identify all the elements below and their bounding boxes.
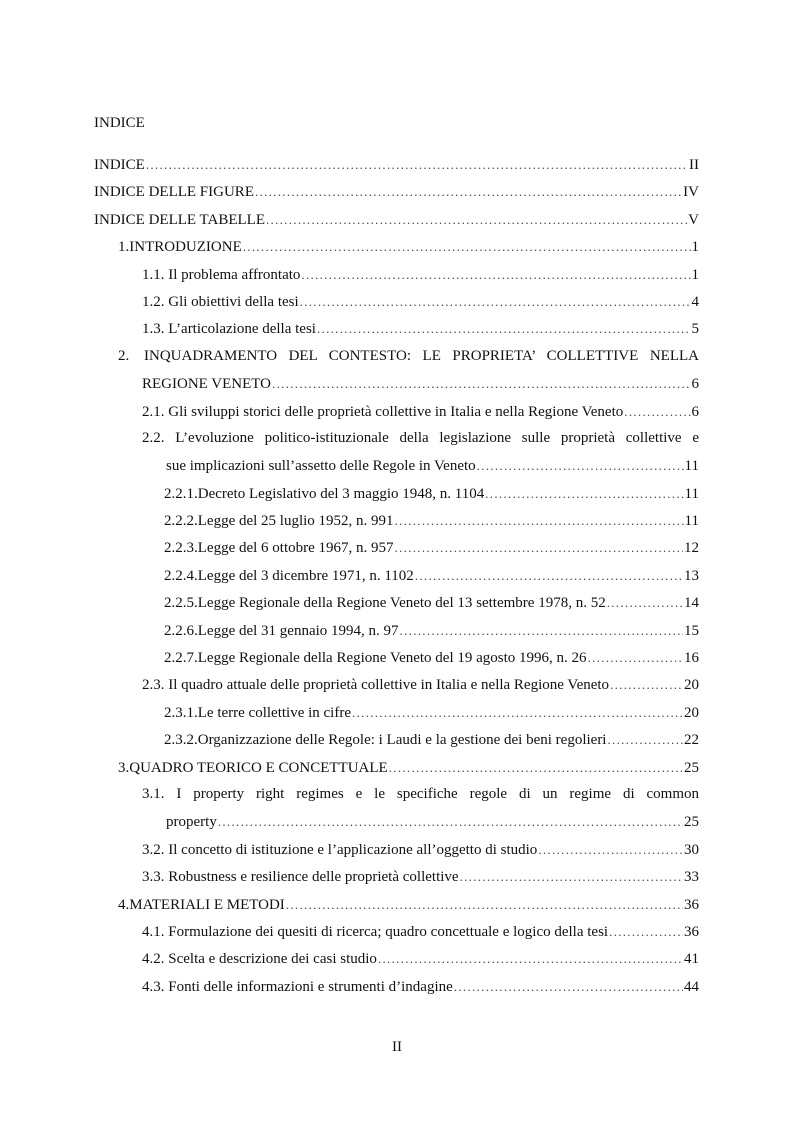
toc-entry-title: INDICE DELLE TABELLE [94, 211, 265, 228]
toc-chapter-4[interactable] [94, 891, 699, 918]
dot-leader [272, 370, 690, 397]
toc-subsection-number: 2.2.5. [164, 595, 198, 612]
toc-entry-title: Legge del 31 gennaio 1994, n. 97 [197, 622, 399, 639]
toc-page-number: 41 [684, 951, 699, 968]
toc-subsection-2-2-5[interactable] [94, 589, 699, 616]
toc-subsection-2-3-2[interactable] [94, 726, 699, 753]
dot-leader [415, 562, 683, 589]
toc-section-4-3[interactable] [94, 973, 699, 1000]
toc-subsection-number: 2.3.2. [164, 732, 198, 749]
toc-page-number: IV [683, 184, 699, 201]
toc-page-number: 11 [684, 513, 699, 530]
dot-leader [395, 507, 684, 534]
toc-subsection-2-2-2[interactable] [94, 507, 699, 534]
toc-entry-title: 2.2. L’evoluzione politico-istituzionale della legislazione sulle proprietà collettive e [142, 429, 699, 446]
dot-leader [378, 945, 683, 972]
dot-leader [609, 918, 683, 945]
toc-page-number: 15 [684, 622, 699, 639]
toc-entry-title: Legge Regionale della Regione Veneto del 13 settembre 1978, n. 52 [197, 595, 606, 612]
toc-entry-indice-tabelle[interactable] [94, 206, 699, 233]
toc-entry-title: INDICE [94, 157, 145, 173]
dot-leader [301, 261, 690, 288]
toc-chapter-number: 4. [118, 896, 130, 913]
dot-leader [395, 534, 683, 561]
toc-page-number: 36 [684, 896, 699, 913]
toc-entry-title: 2.3. Il quadro attuale delle proprietà collettive in Italia e nella Regione Veneto [142, 677, 610, 694]
toc-entry-title: REGIONE VENETO [142, 376, 272, 393]
toc-entry-title: property [166, 814, 217, 831]
toc-page-number: 1 [691, 266, 699, 283]
toc-page-number: 4 [691, 293, 699, 310]
toc-entry-title: sue implicazioni sull’assetto delle Regole in Veneto [166, 458, 476, 475]
toc-chapter-number: 3. [118, 759, 130, 776]
toc-chapter-2-title-line[interactable] [94, 343, 699, 370]
dot-leader [352, 699, 683, 726]
toc-entry-title: 4.2. Scelta e descrizione dei casi studio [142, 951, 377, 968]
toc-section-4-2[interactable] [94, 945, 699, 972]
toc-page-number: 6 [691, 403, 699, 420]
dot-leader [317, 315, 691, 342]
toc-entry-title: INTRODUZIONE [129, 239, 242, 256]
toc-entry-title: 1.2. Gli obiettivi della tesi [142, 293, 299, 310]
toc-page-number: 20 [684, 677, 699, 694]
toc-page-number: 6 [691, 376, 699, 393]
toc-entry-title: Legge del 25 luglio 1952, n. 991 [197, 513, 394, 530]
dot-leader [538, 836, 683, 863]
dot-leader [624, 398, 690, 425]
toc-page-number: V [688, 211, 699, 228]
toc-subsection-number: 2.2.2. [164, 513, 198, 530]
page-number-footer: II [392, 1039, 402, 1055]
dot-leader [460, 863, 683, 890]
toc-page-number: 5 [691, 321, 699, 338]
toc-subsection-2-2-1[interactable] [94, 480, 699, 507]
toc-subsection-2-2-7[interactable] [94, 644, 699, 671]
toc-subsection-number: 2.3.1. [164, 704, 198, 721]
dot-leader [146, 151, 688, 178]
toc-page-number: 20 [684, 704, 699, 721]
toc-page-number: 11 [684, 485, 699, 502]
page-heading: INDICE [94, 115, 145, 131]
dot-leader [286, 891, 683, 918]
toc-page-number: 36 [684, 923, 699, 940]
toc-section-3-2[interactable] [94, 836, 699, 863]
toc-subsection-2-2-6[interactable] [94, 617, 699, 644]
toc-entry-title: 2.1. Gli sviluppi storici delle proprietà collettive in Italia e nella Regione Veneto [142, 403, 624, 420]
toc-chapter-2[interactable] [94, 370, 699, 397]
toc-page-number: II [689, 157, 699, 173]
toc-subsection-number: 2.2.1. [164, 485, 198, 502]
toc-entry-title: Legge del 6 ottobre 1967, n. 957 [197, 540, 394, 557]
toc-subsection-2-2-3[interactable] [94, 534, 699, 561]
toc-section-2-2-title-line[interactable] [94, 425, 699, 452]
toc-section-3-1-title-line[interactable] [94, 781, 699, 808]
toc-page-number: 16 [684, 650, 699, 667]
toc-entry-title: 4.1. Formulazione dei quesiti di ricerca; quadro concettuale e logico della tesi [142, 923, 609, 940]
toc-section-1-3[interactable] [94, 315, 699, 342]
dot-leader [454, 973, 683, 1000]
table-of-contents [94, 151, 699, 1000]
toc-chapter-number: 2. [118, 347, 130, 364]
dot-leader [266, 206, 687, 233]
toc-entry-title: Organizzazione delle Regole: i Laudi e la gestione dei beni regolieri [197, 732, 607, 749]
toc-page-number: 1 [691, 239, 699, 256]
toc-entry-title: Le terre collettive in cifre [197, 704, 351, 721]
toc-section-3-3[interactable] [94, 863, 699, 890]
toc-section-2-1[interactable] [94, 398, 699, 425]
toc-page-number: 22 [684, 732, 699, 749]
toc-section-4-1[interactable] [94, 918, 699, 945]
dot-leader [255, 178, 682, 205]
toc-chapter-number: 1. [118, 239, 130, 256]
toc-subsection-2-2-4[interactable] [94, 562, 699, 589]
toc-page-number: 33 [684, 869, 699, 886]
toc-entry-title: INQUADRAMENTO DEL CONTESTO: LE PROPRIETA’ COLLETTIVE NELLA [144, 347, 699, 364]
toc-page-number: 13 [684, 567, 699, 584]
toc-entry-title: 3.2. Il concetto di istituzione e l’applicazione all’oggetto di studio [142, 841, 538, 858]
dot-leader [607, 726, 683, 753]
toc-entry-title: Legge del 3 dicembre 1971, n. 1102 [197, 567, 414, 584]
toc-entry-title: 4.3. Fonti delle informazioni e strumenti d’indagine [142, 978, 453, 995]
toc-page-number: 11 [684, 458, 699, 475]
toc-entry-title: Decreto Legislativo del 3 maggio 1948, n. 1104 [197, 485, 485, 502]
toc-page-number: 44 [684, 978, 699, 995]
toc-page-number: 25 [684, 814, 699, 831]
toc-section-1-1[interactable] [94, 261, 699, 288]
toc-entry-title: 1.3. L’articolazione della tesi [142, 321, 316, 338]
dot-leader [243, 233, 691, 260]
toc-subsection-number: 2.2.6. [164, 622, 198, 639]
dot-leader [607, 589, 683, 616]
dot-leader [485, 480, 683, 507]
toc-section-1-2[interactable] [94, 288, 699, 315]
toc-subsection-number: 2.2.3. [164, 540, 198, 557]
toc-chapter-3[interactable] [94, 754, 699, 781]
toc-entry-title: Legge Regionale della Regione Veneto del 19 agosto 1996, n. 26 [197, 650, 587, 667]
toc-subsection-number: 2.2.7. [164, 650, 198, 667]
toc-page-number: 25 [684, 759, 699, 776]
toc-chapter-1[interactable] [94, 233, 699, 260]
toc-section-2-3[interactable] [94, 671, 699, 698]
toc-entry-title: MATERIALI E METODI [129, 896, 285, 913]
toc-page-number: 30 [684, 841, 699, 858]
toc-entry-title: QUADRO TEORICO E CONCETTUALE [129, 759, 388, 776]
dot-leader [300, 288, 691, 315]
dot-leader [588, 644, 683, 671]
toc-page-number: 12 [684, 540, 699, 557]
toc-entry-title: 1.1. Il problema affrontato [142, 266, 301, 283]
dot-leader [610, 671, 683, 698]
toc-entry-title: INDICE DELLE FIGURE [94, 184, 254, 201]
toc-entry-title: 3.1. I property right regimes e le specifiche regole di un regime di common [142, 785, 699, 802]
dot-leader [400, 617, 683, 644]
toc-subsection-2-3-1[interactable] [94, 699, 699, 726]
dot-leader [477, 452, 684, 479]
toc-entry-indice[interactable] [94, 151, 699, 178]
dot-leader [389, 754, 683, 781]
toc-section-3-1[interactable] [94, 808, 699, 835]
toc-subsection-number: 2.2.4. [164, 567, 198, 584]
toc-section-2-2[interactable] [94, 452, 699, 479]
toc-page-number: 14 [684, 595, 699, 612]
dot-leader [218, 808, 683, 835]
toc-entry-title: 3.3. Robustness e resilience delle proprietà collettive [142, 869, 459, 886]
toc-entry-indice-figure[interactable] [94, 178, 699, 205]
